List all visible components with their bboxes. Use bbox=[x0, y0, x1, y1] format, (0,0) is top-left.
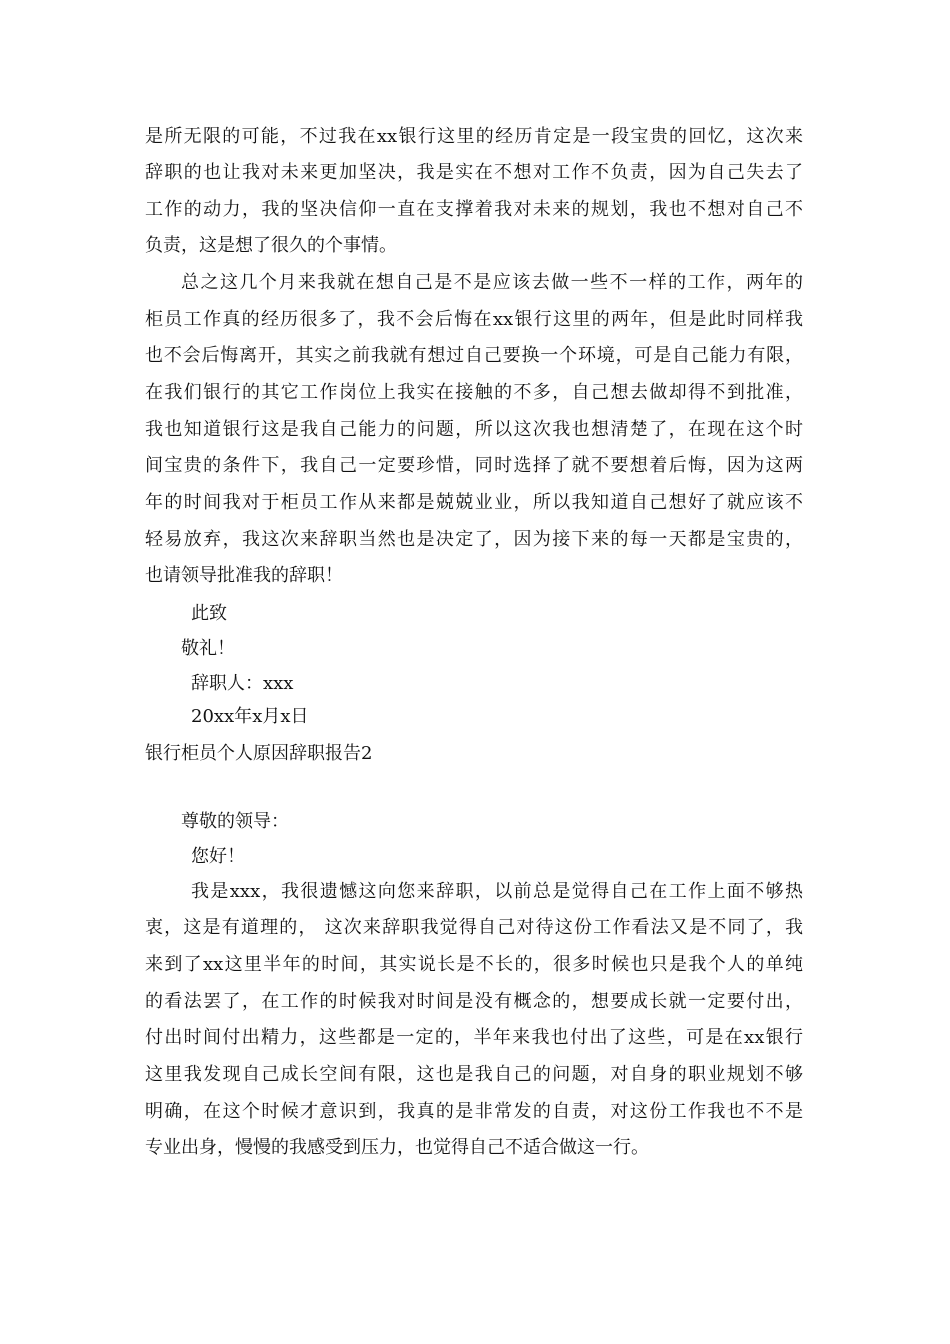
paragraph1-line-1: 是所无限的可能，不过我在xx银行这里的经历肯定是一段宝贵的回忆，这次来 bbox=[145, 126, 803, 147]
closing-date: 20xx年x月x日 bbox=[191, 706, 309, 727]
report2-title: 银行柜员个人原因辞职报告2 bbox=[145, 743, 373, 764]
paragraph2-line-7: 年的时间我对于柜员工作从来都是兢兢业业，所以我知道自己想好了就应该不 bbox=[145, 492, 803, 513]
report2-line-2: 衷，这是有道理的， 这次来辞职我觉得自己对待这份工作看法又是不同了，我 bbox=[145, 917, 803, 938]
report2-greeting: 您好！ bbox=[191, 846, 245, 867]
paragraph2-line-8: 轻易放弃，我这次来辞职当然也是决定了，因为接下来的每一天都是宝贵的， bbox=[145, 529, 803, 550]
report2-salutation: 尊敬的领导： bbox=[181, 811, 289, 832]
paragraph1-line-3: 工作的动力，我的坚决信仰一直在支撑着我对未来的规划，我也不想对自己不 bbox=[145, 199, 803, 220]
paragraph2-line-9: 也请领导批准我的辞职！ bbox=[145, 565, 343, 586]
closing-jingli: 敬礼！ bbox=[181, 638, 235, 659]
paragraph1-line-2: 辞职的也让我对未来更加坚决，我是实在不想对工作不负责，因为自己失去了 bbox=[145, 162, 803, 183]
report2-line-5: 付出时间付出精力，这些都是一定的，半年来我也付出了这些，可是在xx银行 bbox=[145, 1027, 803, 1048]
paragraph2-line-2: 柜员工作真的经历很多了，我不会后悔在xx银行这里的两年，但是此时同样我 bbox=[145, 309, 803, 330]
closing-signer: 辞职人：xxx bbox=[191, 673, 294, 694]
paragraph2-line-3: 也不会后悔离开，其实之前我就有想过自己要换一个环境，可是自己能力有限， bbox=[145, 345, 803, 366]
report2-line-1: 我是xxx，我很遗憾这向您来辞职，以前总是觉得自己在工作上面不够热 bbox=[191, 881, 803, 902]
paragraph2-line-5: 我也知道银行这是我自己能力的问题，所以这次我也想清楚了，在现在这个时 bbox=[145, 419, 803, 440]
report2-line-8: 专业出身，慢慢的我感受到压力，也觉得自己不适合做这一行。 bbox=[145, 1137, 649, 1158]
report2-line-4: 的看法罢了，在工作的时候我对时间是没有概念的，想要成长就一定要付出， bbox=[145, 991, 803, 1012]
report2-line-6: 这里我发现自己成长空间有限，这也是我自己的问题，对自身的职业规划不够 bbox=[145, 1064, 803, 1085]
report2-line-7: 明确，在这个时候才意识到，我真的是非常发的自责，对这份工作我也不不是 bbox=[145, 1101, 803, 1122]
paragraph2-line-4: 在我们银行的其它工作岗位上我实在接触的不多，自己想去做却得不到批准， bbox=[145, 382, 803, 403]
paragraph1-line-4: 负责，这是想了很久的个事情。 bbox=[145, 235, 397, 256]
closing-cizhi: 此致 bbox=[191, 603, 227, 624]
paragraph2-line-1: 总之这几个月来我就在想自己是不是应该去做一些不一样的工作，两年的 bbox=[181, 272, 803, 293]
report2-line-3: 来到了xx这里半年的时间，其实说长是不长的，很多时候也只是我个人的单纯 bbox=[145, 954, 803, 975]
paragraph2-line-6: 间宝贵的条件下，我自己一定要珍惜，同时选择了就不要想着后悔，因为这两 bbox=[145, 455, 803, 476]
